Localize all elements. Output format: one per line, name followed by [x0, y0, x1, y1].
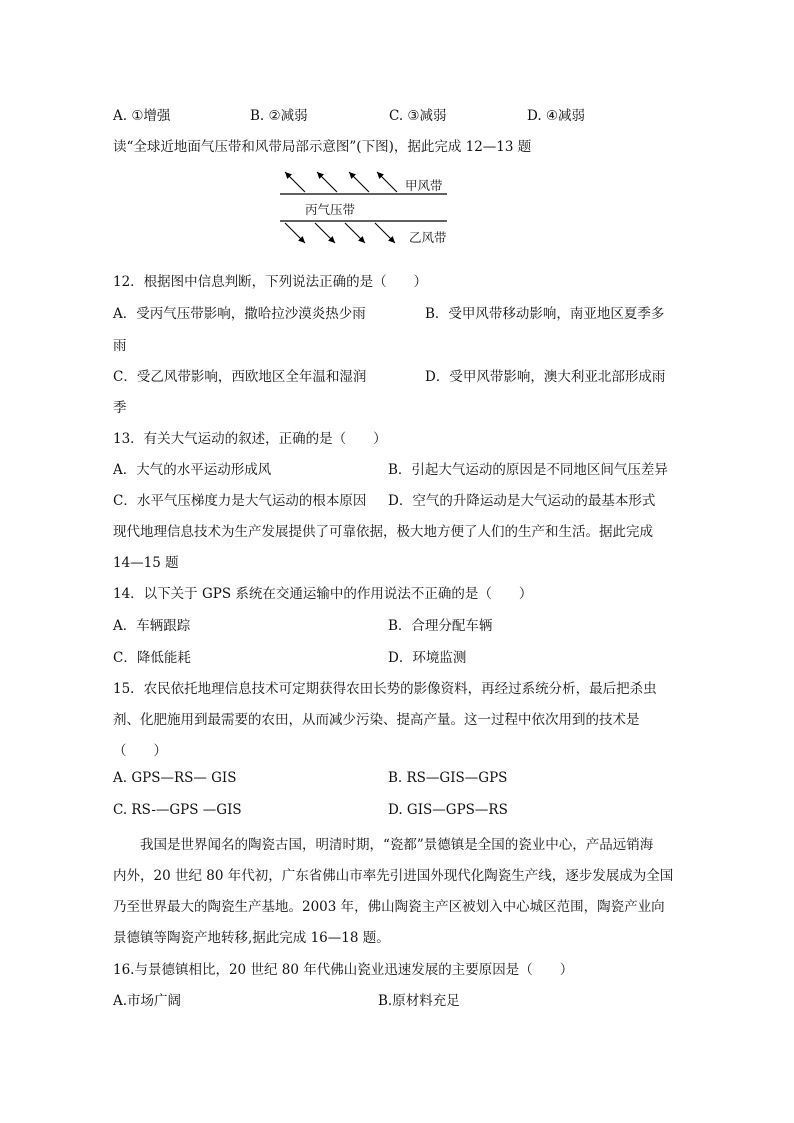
intro-14-15-line2: 14—15 题 [113, 555, 179, 571]
q14-option-c: C．降低能耗 [113, 650, 191, 666]
q12-option-b: B．受甲风带移动影响，南亚地区夏季多 [425, 306, 665, 322]
q12-stem: 12．根据图中信息判断，下列说法正确的是（ ） [113, 274, 428, 290]
q15-option-b: B. RS—GIS—GPS [388, 770, 508, 786]
q13-option-d: D．空气的升降运动是大气运动的最基本形式 [388, 493, 656, 509]
top-wind-arrows [285, 172, 397, 192]
passage-16-18-line3: 乃至世界最大的陶瓷生产基地。2003 年，佛山陶瓷主产区被划入中心城区范围，陶瓷产业向 [113, 899, 665, 915]
q11-option-d: D. ④减弱 [527, 108, 586, 124]
q14-option-b: B．合理分配车辆 [388, 618, 493, 634]
label-yi-wind-belt: 乙风带 [409, 230, 447, 245]
q15-stem-line3: （ ） [113, 743, 167, 759]
label-bing-pressure-belt: 丙气压带 [305, 202, 356, 217]
passage-16-18-line2: 内外，20 世纪 80 年代初，广东省佛山市率先引进国外现代化陶瓷生产线，逐步发展成为全国 [113, 868, 674, 884]
q15-option-a: A. GPS—RS— GIS [113, 770, 237, 786]
passage-16-18-line4: 景德镇等陶瓷产地转移,据此完成 16—18 题。 [113, 930, 390, 946]
q12-option-d-cont: 季 [113, 400, 127, 416]
q12-option-a: A．受丙气压带影响，撒哈拉沙漠炎热少雨 [113, 306, 366, 322]
q13-stem: 13．有关大气运动的叙述，正确的是（ ） [113, 431, 387, 447]
intro-14-15-line1: 现代地理信息技术为生产发展提供了可靠依据，极大地方便了人们的生产和生活。据此完成 [113, 524, 653, 540]
q16-stem: 16.与景德镇相比，20 世纪 80 年代佛山瓷业迅速发展的主要原因是（ ） [113, 962, 574, 978]
q11-option-b: B. ②减弱 [250, 108, 308, 124]
q12-option-d: D．受甲风带影响，澳大利亚北部形成雨 [425, 369, 666, 385]
q15-option-d: D. GIS—GPS—RS [388, 802, 508, 818]
bottom-wind-arrows [285, 223, 395, 243]
q14-stem: 14．以下关于 GPS 系统在交通运输中的作用说法不正确的是（ ） [113, 586, 533, 602]
intro-12-13: 读“全球近地面气压带和风带局部示意图”(下图)，据此完成 12—13 题 [113, 139, 532, 155]
q15-stem-line1: 15．农民依托地理信息技术可定期获得农田长势的影像资料，再经过系统分析，最后把杀虫 [113, 681, 657, 697]
q16-option-a: A.市场广阔 [113, 993, 182, 1009]
label-jia-wind-belt: 甲风带 [405, 178, 443, 193]
q14-option-a: A．车辆跟踪 [113, 618, 191, 634]
q13-option-a: A．大气的水平运动形成风 [113, 462, 272, 478]
q12-option-b-cont: 雨 [113, 338, 127, 354]
passage-16-18-line1: 我国是世界闻名的陶瓷古国，明清时期，“瓷都”景德镇是全国的瓷业中心，产品远销海 [140, 837, 654, 853]
q16-option-b: B.原材料充足 [378, 993, 460, 1009]
q13-option-c: C．水平气压梯度力是大气运动的根本原因 [113, 493, 367, 509]
q11-option-c: C. ③减弱 [389, 108, 447, 124]
q13-option-b: B．引起大气运动的原因是不同地区间气压差异 [388, 462, 668, 478]
q15-stem-line2: 剂、化肥施用到最需要的农田，从而减少污染、提高产量。这一过程中依次用到的技术是 [113, 712, 640, 728]
q14-option-d: D．环境监测 [388, 650, 467, 666]
q15-option-c: C. RS-—GPS —GIS [113, 802, 242, 818]
q11-option-a: A. ①增强 [113, 108, 171, 124]
q11-options [113, 104, 673, 122]
pressure-wind-belt-diagram [275, 162, 465, 252]
q12-option-c: C．受乙风带影响，西欧地区全年温和湿润 [113, 369, 367, 385]
